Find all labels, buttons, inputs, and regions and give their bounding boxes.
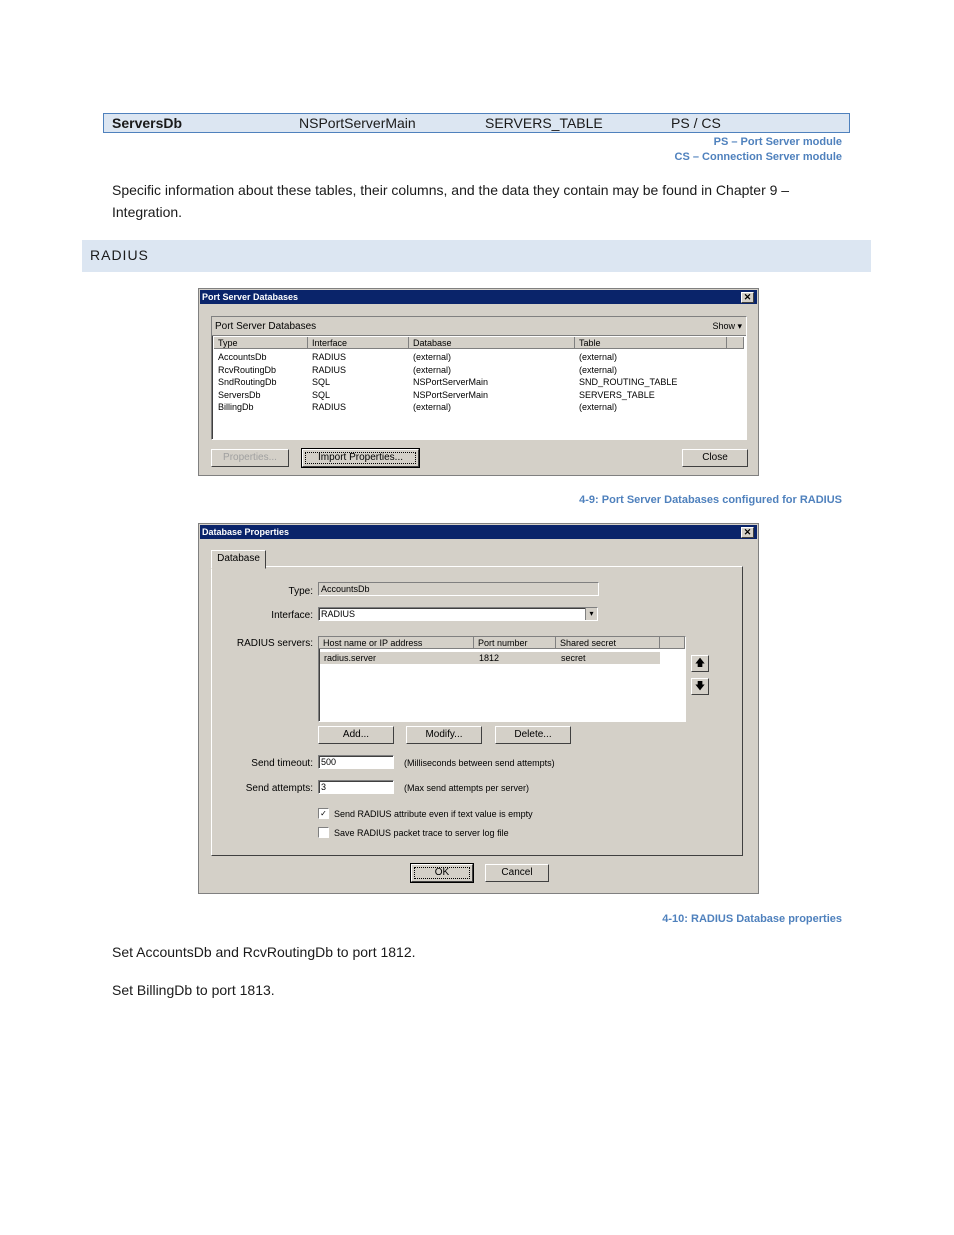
intro-paragraph: Specific information about these tables, their columns, and the data they contain may be found in Chapter 9 –	[112, 182, 790, 198]
type-cell: RcvRoutingDb	[218, 364, 277, 375]
secret-cell: secret	[561, 653, 586, 663]
section-header	[82, 240, 871, 272]
row-type: ServersDb	[112, 115, 183, 131]
row-interface: NSPortServerMain	[299, 115, 416, 131]
database-cell: (external)	[413, 364, 452, 375]
dialog-titlebar	[200, 290, 757, 304]
table-cell: SND_ROUTING_TABLE	[579, 377, 678, 388]
note-port-1812: Set AccountsDb and RcvRoutingDb to port 1812.	[112, 944, 416, 960]
figure-caption-2: 4-10: RADIUS Database properties	[662, 913, 842, 925]
legend-cs: CS – Connection Server module	[674, 151, 842, 163]
send-timeout-hint: (Milliseconds between send attempts)	[404, 758, 555, 768]
col-header-database[interactable]: Database	[409, 337, 575, 349]
interface-cell: RADIUS	[312, 364, 347, 375]
host-cell: radius.server	[324, 653, 377, 663]
interface-value: RADIUS	[321, 609, 356, 619]
show-label: Show	[712, 321, 735, 331]
arrow-down-icon: 🡇	[694, 681, 706, 692]
table-cell: SERVERS_TABLE	[579, 389, 655, 400]
save-packet-trace-label[interactable]: Save RADIUS packet trace to server log file	[334, 828, 509, 838]
import-properties-button[interactable]	[302, 449, 419, 467]
radius-servers-list	[318, 636, 686, 722]
col-header-interface[interactable]: Interface	[308, 337, 409, 349]
delete-button[interactable]: Delete...	[495, 726, 571, 744]
databases-list	[212, 337, 744, 437]
type-cell: AccountsDb	[218, 352, 267, 362]
close-icon[interactable]: ✕	[741, 292, 754, 303]
send-timeout-input[interactable]: 500	[318, 755, 394, 769]
interface-select[interactable]	[318, 607, 598, 621]
table-cell: (external)	[579, 352, 618, 362]
interface-cell: RADIUS	[312, 402, 347, 413]
send-timeout-label: Send timeout:	[251, 758, 313, 769]
note-port-1813: Set BillingDb to port 1813.	[112, 982, 275, 998]
database-cell: (external)	[413, 352, 452, 362]
arrow-up-icon: 🡅	[694, 658, 706, 669]
type-cell: ServersDb	[218, 389, 261, 400]
panel-title: Port Server Databases	[215, 321, 317, 332]
row-table: SERVERS_TABLE	[485, 115, 603, 131]
table-cell: (external)	[579, 364, 618, 375]
databases-panel	[211, 316, 747, 440]
table-row[interactable]	[212, 401, 727, 413]
table-row[interactable]	[212, 364, 727, 376]
port-cell: 1812	[479, 653, 500, 663]
col-header-host[interactable]: Host name or IP address	[319, 637, 474, 649]
col-header-filler	[727, 337, 744, 349]
legend-ps: PS – Port Server module	[713, 136, 842, 148]
ok-button[interactable]	[411, 864, 473, 882]
interface-cell: SQL	[312, 389, 331, 400]
import-properties-label: Import Properties...	[305, 452, 416, 464]
table-row[interactable]	[320, 652, 660, 664]
close-button[interactable]: Close	[682, 449, 748, 467]
send-attempts-label: Send attempts:	[245, 783, 313, 794]
table-row[interactable]	[212, 389, 727, 401]
database-cell: NSPortServerMain	[413, 389, 489, 400]
section-title: RADIUS	[90, 247, 149, 263]
servers-table-row	[103, 113, 850, 133]
type-cell: SndRoutingDb	[218, 377, 277, 388]
type-field: AccountsDb	[318, 582, 599, 596]
port-server-databases-dialog	[198, 288, 759, 476]
col-header-type[interactable]: Type	[214, 337, 308, 349]
table-row[interactable]	[212, 376, 727, 388]
interface-label: Interface:	[271, 610, 313, 621]
intro-paragraph-cont: Integration.	[112, 204, 183, 220]
chevron-down-icon: ▾	[737, 321, 742, 331]
col-header-filler	[660, 637, 685, 649]
figure-caption-1: 4-9: Port Server Databases configured for RADIUS	[579, 494, 842, 506]
row-module: PS / CS	[671, 115, 721, 131]
panel-header	[212, 317, 746, 336]
modify-button[interactable]: Modify...	[406, 726, 482, 744]
send-attempts-input[interactable]: 3	[318, 780, 394, 794]
dialog-titlebar	[200, 525, 757, 539]
type-label: Type:	[288, 586, 313, 597]
radius-servers-label: RADIUS servers:	[236, 638, 313, 649]
database-cell: NSPortServerMain	[413, 377, 489, 388]
show-dropdown[interactable]	[712, 321, 742, 332]
table-row[interactable]	[212, 351, 727, 363]
database-cell: (external)	[413, 402, 452, 413]
col-header-port[interactable]: Port number	[474, 637, 556, 649]
ok-label: OK	[414, 867, 470, 879]
send-empty-attr-label[interactable]: Send RADIUS attribute even if text value is empty	[334, 809, 533, 819]
interface-cell: SQL	[312, 377, 331, 388]
checkmark-icon: ✓	[320, 809, 327, 818]
dialog-title: Port Server Databases	[202, 292, 299, 302]
col-header-table[interactable]: Table	[575, 337, 727, 349]
properties-button[interactable]: Properties...	[211, 449, 289, 467]
add-button[interactable]: Add...	[318, 726, 394, 744]
chevron-down-icon[interactable]: ▾	[585, 608, 597, 620]
database-properties-dialog	[198, 523, 759, 894]
move-down-button[interactable]	[691, 678, 709, 695]
table-cell: (external)	[579, 402, 618, 413]
tab-database[interactable]: Database	[211, 550, 266, 569]
cancel-button[interactable]: Cancel	[485, 864, 549, 882]
send-attempts-hint: (Max send attempts per server)	[404, 783, 530, 793]
interface-cell: RADIUS	[312, 352, 347, 362]
type-cell: BillingDb	[218, 402, 254, 413]
close-icon[interactable]: ✕	[741, 527, 754, 538]
col-header-secret[interactable]: Shared secret	[556, 637, 660, 649]
dialog-title: Database Properties	[202, 527, 290, 537]
send-empty-attr-checkbox[interactable]	[318, 808, 329, 819]
save-packet-trace-checkbox[interactable]	[318, 827, 329, 838]
move-up-button[interactable]	[691, 655, 709, 672]
